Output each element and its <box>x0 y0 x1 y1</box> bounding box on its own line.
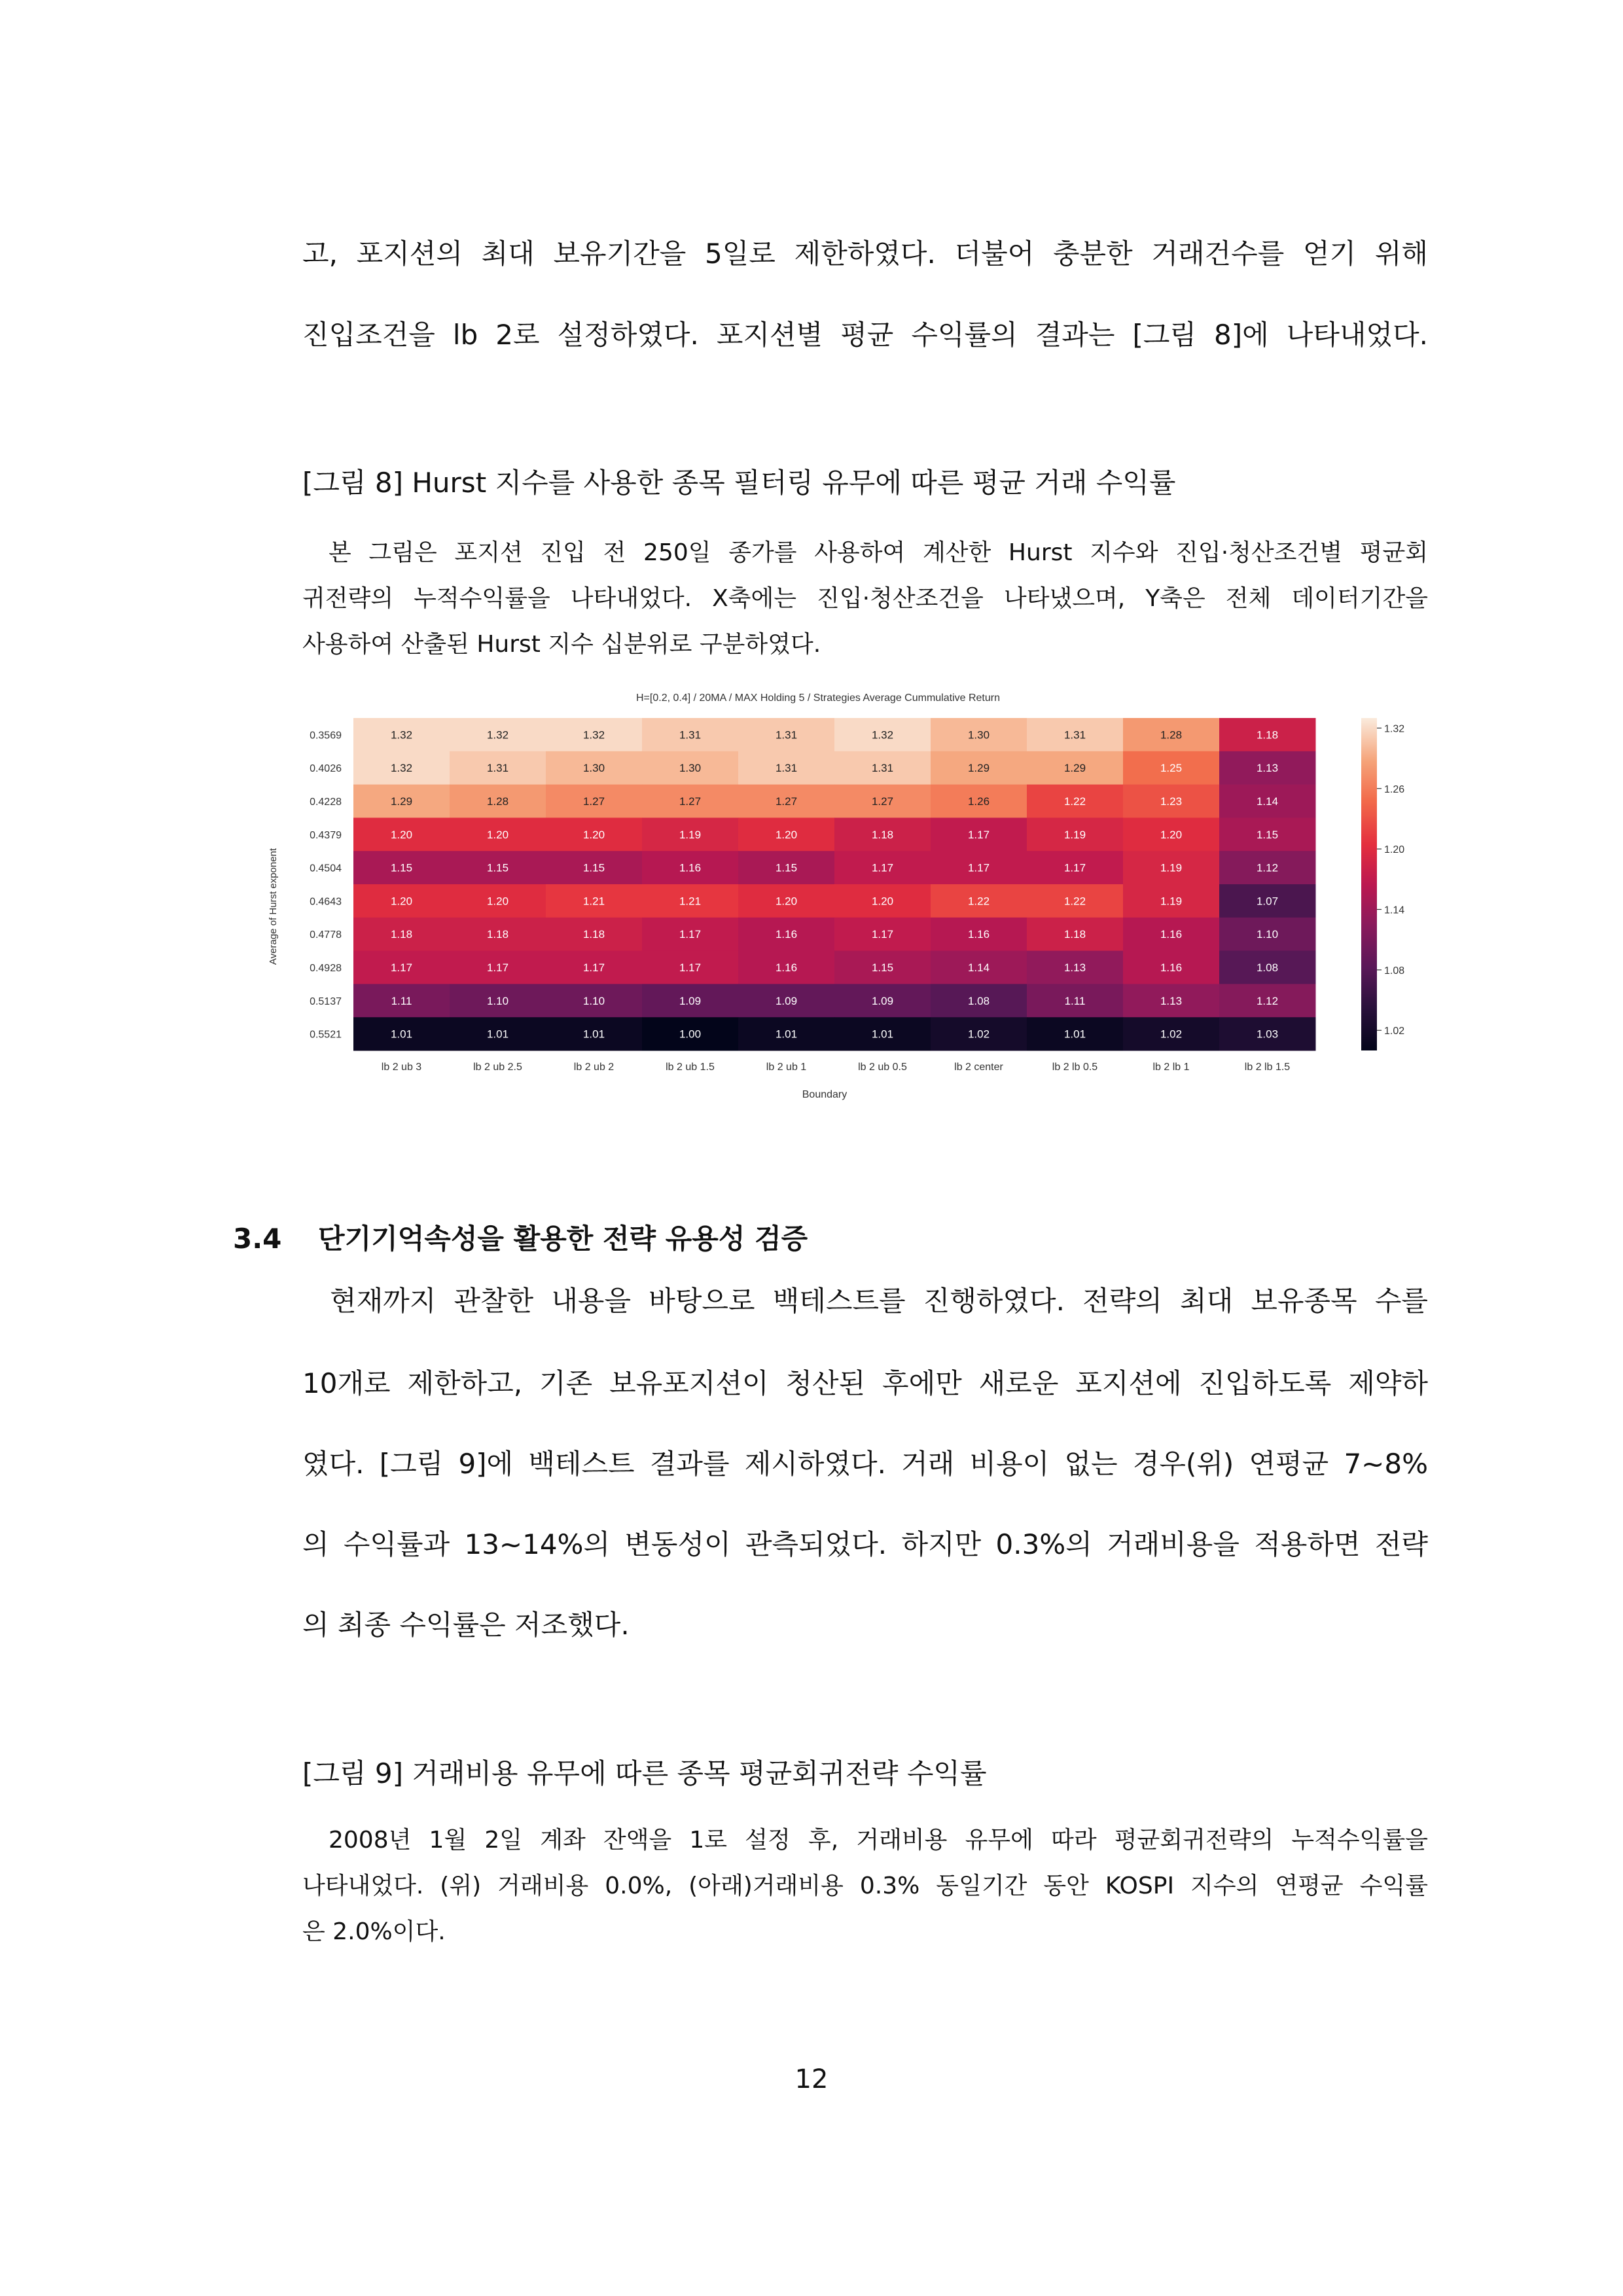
colorbar-tick-label: 1.14 <box>1384 905 1405 916</box>
heatmap-cell-value: 1.16 <box>967 928 990 941</box>
heatmap-cell-value: 1.18 <box>582 928 605 941</box>
heatmap-cell-value: 1.20 <box>390 895 413 908</box>
heatmap-cell-value: 1.31 <box>871 762 894 775</box>
heatmap-cell-value: 1.16 <box>1160 961 1183 974</box>
heatmap-x-tick-label: lb 2 ub 2 <box>573 1062 615 1073</box>
heatmap-cell-value: 1.28 <box>486 795 509 808</box>
heatmap-cell-value: 1.17 <box>679 961 702 974</box>
heatmap-y-tick-label: 0.4778 <box>310 929 342 941</box>
heatmap-cell-value: 1.31 <box>679 728 702 742</box>
heatmap-cell-value: 1.11 <box>391 994 412 1007</box>
colorbar-tick-label: 1.08 <box>1384 965 1405 977</box>
heatmap-cell-value: 1.16 <box>775 961 798 974</box>
heatmap-cell-value: 1.30 <box>967 728 990 742</box>
heatmap-cell-value: 1.03 <box>1256 1028 1279 1041</box>
heatmap-cell-value: 1.18 <box>486 928 509 941</box>
figure8-caption-line-2: 귀전략의 누적수익률을 나타내었다. X축에는 진입·청산조건을 나타냈으며, Y축은 전체 데이터기간을 <box>302 585 1428 612</box>
colorbar-tick-label: 1.20 <box>1384 844 1405 856</box>
heatmap-cell-value: 1.09 <box>775 994 798 1007</box>
heatmap-colorbar <box>1361 718 1377 1050</box>
heatmap-cell-value: 1.21 <box>679 895 702 908</box>
heatmap-y-tick-label: 0.5137 <box>310 996 342 1007</box>
heatmap-cell-value: 1.15 <box>775 861 798 874</box>
intro-line-1: 고, 포지션의 최대 보유기간을 5일로 제한하였다. 더불어 충분한 거래건수를 얻기 위해 <box>302 238 1428 270</box>
heatmap-y-tick-label: 0.4026 <box>310 763 342 775</box>
heatmap-x-tick-label: lb 2 ub 1.5 <box>666 1062 715 1073</box>
heatmap-cell-value: 1.18 <box>871 828 894 841</box>
section-number: 3.4 <box>233 1223 282 1255</box>
heatmap-cell-value: 1.31 <box>486 762 509 775</box>
heatmap-cell-value: 1.18 <box>390 928 413 941</box>
heatmap-x-tick-label: lb 2 lb 1 <box>1152 1062 1190 1073</box>
heatmap-cell-value: 1.22 <box>1063 795 1086 808</box>
heatmap-cell-value: 1.14 <box>1256 795 1279 808</box>
figure8-caption-line-1: 본 그림은 포지션 진입 전 250일 종가를 사용하여 계산한 Hurst 지수와 진입·청산조건별 평균회 <box>329 539 1428 566</box>
heatmap-cell-value: 1.17 <box>871 861 894 874</box>
figure9-caption-line-2: 나타내었다. (위) 거래비용 0.0%, (아래)거래비용 0.3% 동일기간 동안 KOSPI 지수의 연평균 수익률 <box>302 1873 1428 1899</box>
heatmap-cell-value: 1.20 <box>775 895 798 908</box>
heatmap-cell-value: 1.10 <box>582 994 605 1007</box>
heatmap-cell-value: 1.31 <box>775 762 798 775</box>
heatmap-cell-value: 1.29 <box>1063 762 1086 775</box>
heatmap-cell-value: 1.30 <box>582 762 605 775</box>
heatmap-cell-value: 1.13 <box>1160 994 1183 1007</box>
heatmap-cell-value: 1.11 <box>1064 994 1086 1007</box>
heatmap-cell-value: 1.32 <box>390 762 413 775</box>
heatmap-x-tick-label: lb 2 ub 0.5 <box>858 1062 907 1073</box>
heatmap-cell-value: 1.01 <box>390 1028 413 1041</box>
heatmap-cell-value: 1.31 <box>1063 728 1086 742</box>
heatmap-cell-value: 1.20 <box>871 895 894 908</box>
heatmap-cell-value: 1.17 <box>1063 861 1086 874</box>
heatmap-cell-value: 1.28 <box>1160 728 1183 742</box>
heatmap-cell-value: 1.20 <box>390 828 413 841</box>
heatmap-cell-value: 1.09 <box>679 994 702 1007</box>
heatmap-cell-value: 1.30 <box>679 762 702 775</box>
heatmap-cell-value: 1.17 <box>871 928 894 941</box>
heatmap-cell-value: 1.17 <box>390 961 413 974</box>
heatmap-y-tick-label: 0.5521 <box>310 1029 342 1041</box>
heatmap-cell-value: 1.09 <box>871 994 894 1007</box>
colorbar-tick-label: 1.26 <box>1384 783 1405 795</box>
heatmap-cell-value: 1.17 <box>967 828 990 841</box>
heatmap-cell-value: 1.18 <box>1256 728 1279 742</box>
heatmap-cell-value: 1.01 <box>871 1028 894 1041</box>
heatmap-cell-value: 1.19 <box>1160 861 1183 874</box>
heatmap-y-tick-label: 0.4643 <box>310 896 342 908</box>
heatmap-cell-value: 1.01 <box>1063 1028 1086 1041</box>
figure8-caption-line-3: 사용하여 산출된 Hurst 지수 십분위로 구분하였다. <box>302 631 821 658</box>
heatmap-cell-value: 1.15 <box>1256 828 1279 841</box>
intro-line-2: 진입조건을 lb 2로 설정하였다. 포지션별 평균 수익률의 결과는 [그림 8]에 나타내었다. <box>302 319 1428 351</box>
heatmap-cell-value: 1.27 <box>775 795 798 808</box>
heatmap-cell-value: 1.01 <box>486 1028 509 1041</box>
heatmap-title: H=[0.2, 0.4] / 20MA / MAX Holding 5 / Strategies Average Cummulative Return <box>636 692 1000 704</box>
heatmap-cell-value: 1.23 <box>1160 795 1183 808</box>
heatmap-y-tick-label: 0.4228 <box>310 797 342 808</box>
heatmap-cell-value: 1.31 <box>775 728 798 742</box>
heatmap-y-axis-label: Average of Hurst exponent <box>268 848 279 965</box>
heatmap-cell-value: 1.25 <box>1160 762 1183 775</box>
heatmap-cell-value: 1.16 <box>775 928 798 941</box>
heatmap-x-tick-label: lb 2 ub 3 <box>381 1062 422 1073</box>
figure9-title: [그림 9] 거래비용 유무에 따른 종목 평균회귀전략 수익률 <box>302 1757 987 1789</box>
heatmap-cell-value: 1.27 <box>582 795 605 808</box>
heatmap-cell-value: 1.19 <box>1160 895 1183 908</box>
heatmap-x-tick-label: lb 2 center <box>954 1062 1003 1073</box>
page-number: 12 <box>794 2064 829 2094</box>
heatmap-x-tick-label: lb 2 lb 0.5 <box>1052 1062 1098 1073</box>
section-title: 단기기억속성을 활용한 전략 유용성 검증 <box>318 1223 808 1255</box>
heatmap-cell-value: 1.19 <box>1063 828 1086 841</box>
heatmap-cell-value: 1.27 <box>871 795 894 808</box>
heatmap-y-tick-label: 0.4379 <box>310 829 342 841</box>
heatmap-x-tick-label: lb 2 ub 1 <box>766 1062 807 1073</box>
heatmap-cell-value: 1.17 <box>582 961 605 974</box>
body-line-5: 의 최종 수익률은 저조했다. <box>302 1609 630 1641</box>
heatmap-x-tick-label: lb 2 ub 2.5 <box>473 1062 522 1073</box>
heatmap-cell-value: 1.20 <box>1160 828 1183 841</box>
heatmap-cell-value: 1.17 <box>679 928 702 941</box>
heatmap-cell-value: 1.27 <box>679 795 702 808</box>
colorbar-tick-label: 1.32 <box>1384 723 1405 735</box>
heatmap-cell-value: 1.08 <box>1256 961 1279 974</box>
heatmap-cell-value: 1.02 <box>967 1028 990 1041</box>
heatmap-cell-value: 1.01 <box>775 1028 798 1041</box>
heatmap-x-tick-label: lb 2 lb 1.5 <box>1244 1062 1291 1073</box>
body-line-1: 현재까지 관찰한 내용을 바탕으로 백테스트를 진행하였다. 전략의 최대 보유종목 수를 <box>330 1285 1428 1317</box>
section-heading <box>233 1223 808 1255</box>
heatmap-cell-value: 1.07 <box>1256 895 1279 908</box>
heatmap-cell-value: 1.15 <box>390 861 413 874</box>
heatmap-cell-value: 1.22 <box>967 895 990 908</box>
heatmap-y-tick-label: 0.4928 <box>310 963 342 974</box>
hurst-heatmap-chart <box>249 684 1414 1109</box>
heatmap-cell-value: 1.32 <box>390 728 413 742</box>
heatmap-cell-value: 1.13 <box>1256 762 1279 775</box>
body-line-2: 10개로 제한하고, 기존 보유포지션이 청산된 후에만 새로운 포지션에 진입하도록 제약하 <box>302 1367 1428 1399</box>
heatmap-cell-value: 1.22 <box>1063 895 1086 908</box>
heatmap-cell-value: 1.32 <box>486 728 509 742</box>
heatmap-cell-value: 1.32 <box>582 728 605 742</box>
heatmap-cell-value: 1.16 <box>1160 928 1183 941</box>
heatmap-cell-value: 1.29 <box>967 762 990 775</box>
figure9-caption-line-1: 2008년 1월 2일 계좌 잔액을 1로 설정 후, 거래비용 유무에 따라 평균회귀전략의 누적수익률을 <box>329 1827 1428 1854</box>
heatmap-cell-value: 1.18 <box>1063 928 1086 941</box>
heatmap-cell-value: 1.12 <box>1256 861 1279 874</box>
heatmap-cell-value: 1.17 <box>967 861 990 874</box>
heatmap-cell-value: 1.32 <box>871 728 894 742</box>
heatmap-cell-value: 1.01 <box>582 1028 605 1041</box>
heatmap-cell-value: 1.29 <box>390 795 413 808</box>
heatmap-cell-value: 1.15 <box>582 861 605 874</box>
heatmap-cell-value: 1.20 <box>486 828 509 841</box>
heatmap-cell-value: 1.15 <box>871 961 894 974</box>
heatmap-cell-value: 1.00 <box>679 1028 702 1041</box>
heatmap-cell-value: 1.17 <box>486 961 509 974</box>
heatmap-cell-value: 1.08 <box>967 994 990 1007</box>
heatmap-x-axis-label: Boundary <box>802 1089 847 1100</box>
heatmap-cell-value: 1.02 <box>1160 1028 1183 1041</box>
figure9-caption-line-3: 은 2.0%이다. <box>302 1918 446 1945</box>
heatmap-cell-value: 1.21 <box>582 895 605 908</box>
heatmap-cell-value: 1.10 <box>486 994 509 1007</box>
colorbar-tick-label: 1.02 <box>1384 1026 1405 1037</box>
heatmap-cell-value: 1.26 <box>967 795 990 808</box>
heatmap-cell-value: 1.14 <box>967 961 990 974</box>
heatmap-cell-value: 1.16 <box>679 861 702 874</box>
heatmap-cell-value: 1.12 <box>1256 994 1279 1007</box>
figure8-title: [그림 8] Hurst 지수를 사용한 종목 필터링 유무에 따른 평균 거래 수익률 <box>302 467 1176 499</box>
heatmap-cell-value: 1.19 <box>679 828 702 841</box>
heatmap-cell-value: 1.20 <box>582 828 605 841</box>
heatmap-cell-value: 1.20 <box>775 828 798 841</box>
heatmap-cell-value: 1.20 <box>486 895 509 908</box>
heatmap-y-tick-label: 0.3569 <box>310 730 342 742</box>
body-line-4: 의 수익률과 13~14%의 변동성이 관측되었다. 하지만 0.3%의 거래비용을 적용하면 전략 <box>302 1528 1428 1560</box>
heatmap-cell-value: 1.10 <box>1256 928 1279 941</box>
heatmap-cell-value: 1.15 <box>486 861 509 874</box>
body-line-3: 였다. [그림 9]에 백테스트 결과를 제시하였다. 거래 비용이 없는 경우(위) 연평균 7~8% <box>302 1448 1428 1480</box>
heatmap-y-tick-label: 0.4504 <box>310 863 342 874</box>
heatmap-cell-value: 1.13 <box>1063 961 1086 974</box>
